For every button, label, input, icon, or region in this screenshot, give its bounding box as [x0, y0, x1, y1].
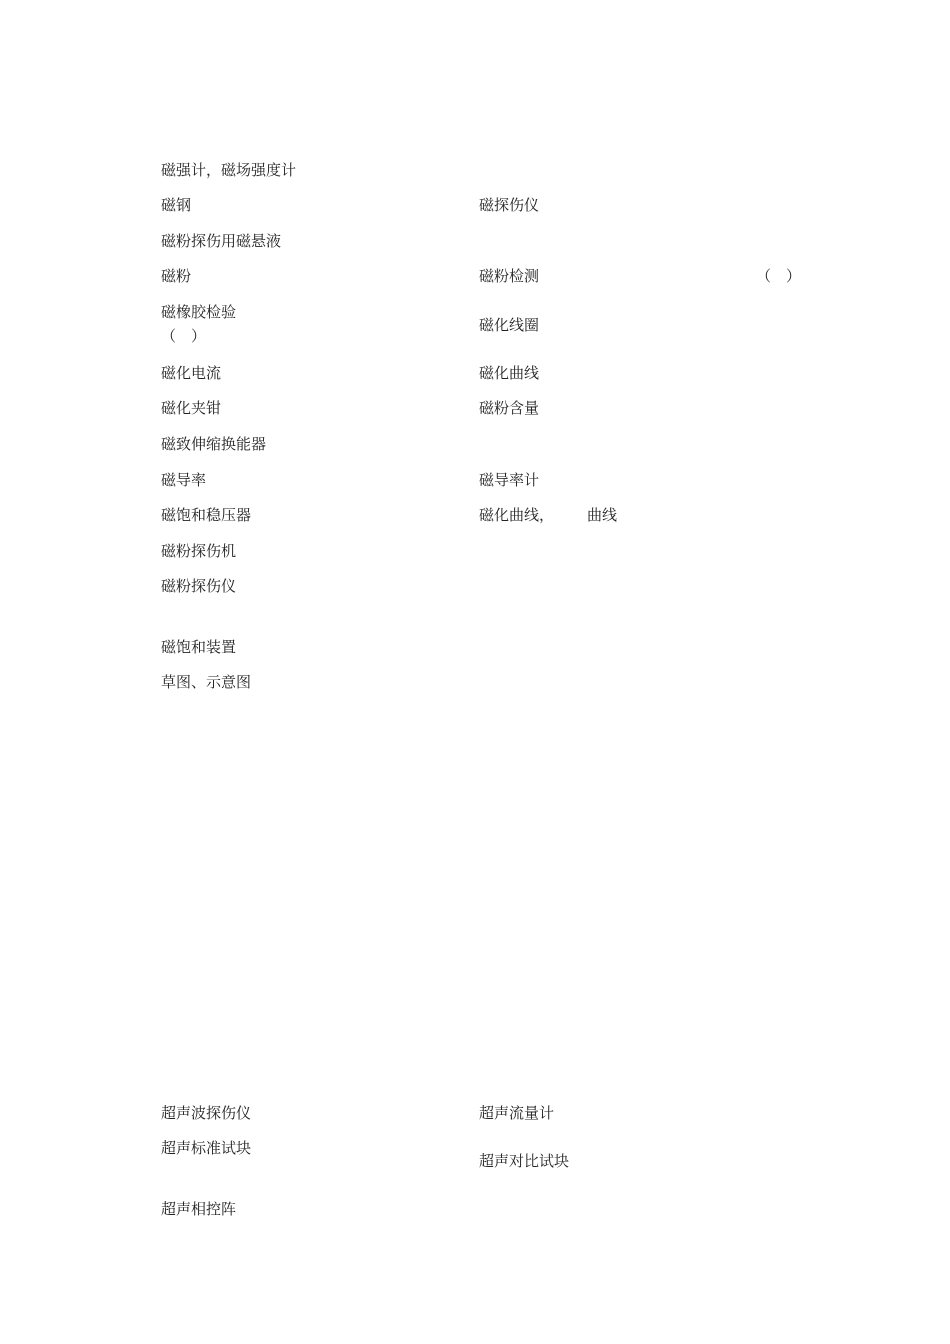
term-permeameter: 磁导率计 [479, 471, 540, 489]
term-powder-concentration: 磁粉含量 [479, 399, 540, 417]
term-magnetometer: 磁强计，磁场强度计 [161, 161, 297, 179]
term-magnet-steel: 磁钢 [161, 196, 192, 214]
term-magnetic-saturation-regulator: 磁饱和稳压器 [161, 506, 252, 524]
term-magnetic-particle-testing: 磁粉检测 [479, 267, 540, 285]
term-magnetic-rubber-inspection: 磁橡胶检验 [161, 303, 237, 321]
term-magnetization-curve: 磁化曲线 [479, 364, 540, 382]
term-magnetic-flaw-detector: 磁探伤仪 [479, 196, 540, 214]
term-ultrasonic-standard-block: 超声标准试块 [161, 1139, 252, 1157]
term-ultrasonic-reference-block: 超声对比试块 [479, 1152, 570, 1170]
term-permeability: 磁导率 [161, 471, 207, 489]
term-ultrasonic-flaw-detector: 超声波探伤仪 [161, 1104, 252, 1122]
term-magnetic-powder: 磁粉 [161, 267, 192, 285]
term-magnetization-curve-alt: 磁化曲线， [479, 506, 555, 524]
term-ultrasonic-phased-array: 超声相控阵 [161, 1200, 237, 1218]
term-curve-suffix: 曲线 [587, 506, 618, 524]
blank-parentheses: （ ） [161, 327, 207, 345]
term-magnetizing-clamp: 磁化夹钳 [161, 399, 222, 417]
term-sketch: 草图、示意图 [161, 673, 252, 691]
term-magnetic-saturation-device: 磁饱和装置 [161, 638, 237, 656]
term-ultrasonic-flowmeter: 超声流量计 [479, 1104, 555, 1122]
term-magnetizing-current: 磁化电流 [161, 364, 222, 382]
term-magnetostrictive-transducer: 磁致伸缩换能器 [161, 435, 267, 453]
term-magnetizing-coil: 磁化线圈 [479, 316, 540, 334]
term-mpi-instrument: 磁粉探伤仪 [161, 577, 237, 595]
blank-parentheses: （ ） [756, 267, 802, 285]
term-mpi-machine: 磁粉探伤机 [161, 542, 237, 560]
term-magnetic-suspension: 磁粉探伤用磁悬液 [161, 232, 282, 250]
